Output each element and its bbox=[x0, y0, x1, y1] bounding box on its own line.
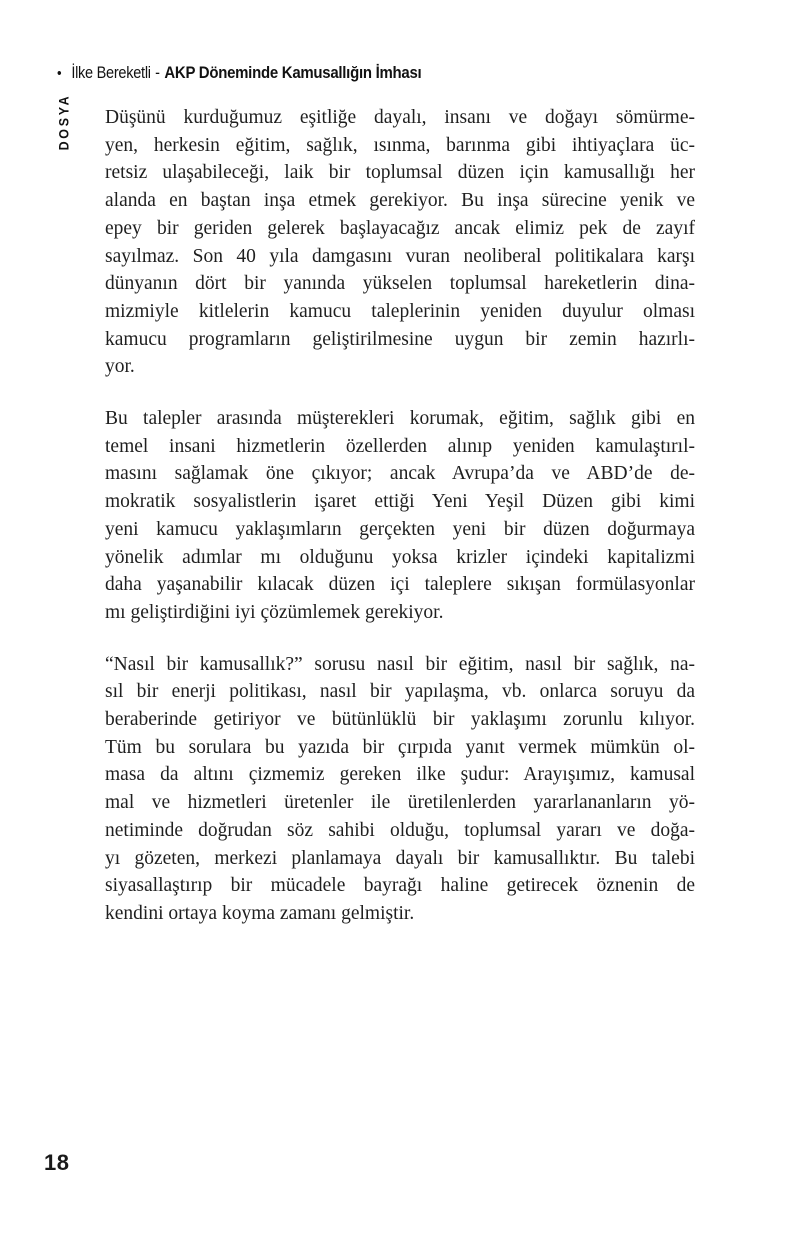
text-line: epey bir geriden gelerek başlayacağız ancak elimiz pek de zayıf bbox=[105, 217, 695, 239]
text-line: kamucu programların geliştirilmesine uygun bir zemin hazırlı- bbox=[105, 328, 695, 350]
text-line: kendini ortaya koyma zamanı gelmiştir. bbox=[105, 902, 415, 924]
paragraph bbox=[105, 651, 695, 928]
text-line: sıl bir enerji politikası, nasıl bir yapılaşma, vb. onlarca soruyu da bbox=[105, 681, 695, 703]
text-line: yönelik adımlar mı olduğunu yoksa krizler içindeki kapitalizmi bbox=[105, 546, 695, 568]
text-line: siyasallaştırıp bir mücadele bayrağı haline getirecek öznenin de bbox=[105, 875, 695, 897]
text-line: retsiz ulaşabileceği, laik bir toplumsal düzen için kamusallığı her bbox=[105, 162, 695, 184]
text-line: temel insani hizmetlerin özellerden alınıp yeniden kamulaştırıl- bbox=[105, 435, 695, 457]
text-line: masını sağlamak öne çıkıyor; ancak Avrupa’da ve ABD’de de- bbox=[105, 463, 695, 485]
paragraph bbox=[105, 405, 695, 627]
text-line: “Nasıl bir kamusallık?” sorusu nasıl bir eğitim, nasıl bir sağlık, na- bbox=[105, 653, 695, 675]
page-number: 18 bbox=[44, 1150, 70, 1175]
text-line: mı geliştirdiğini iyi çözümlemek gerekiyor. bbox=[105, 601, 444, 623]
text-line: yor. bbox=[105, 356, 135, 378]
text-line: yeni kamucu yaklaşımların gerçekten yeni bir düzen doğurmaya bbox=[105, 518, 695, 540]
text-line: yı gözeten, merkezi planlamaya dayalı bir kamusallıktır. Bu talebi bbox=[105, 847, 695, 869]
text-line: mal ve hizmetleri üretenler ile üretilenlerden yararlananların yö- bbox=[105, 792, 695, 814]
running-header bbox=[57, 63, 421, 83]
text-line: yen, herkesin eğitim, sağlık, ısınma, barınma gibi ihtiyaçlara üc- bbox=[105, 134, 695, 156]
text-line: sayılmaz. Son 40 yıla damgasını vuran neoliberal politikalara karşı bbox=[105, 245, 695, 267]
text-line: Bu talepler arasında müşterekleri korumak, eğitim, sağlık gibi en bbox=[105, 408, 695, 430]
paragraph bbox=[105, 104, 695, 381]
text-line: masa da altını çizmemiz gereken ilke şudur: Arayışımız, kamusal bbox=[105, 764, 695, 786]
text-line: daha yaşanabilir kılacak düzen içi taleplere sıkışan formülasyonlar bbox=[105, 574, 695, 596]
text-line: beraberinde getiriyor ve bütünlüklü bir yaklaşımı zorunlu kılıyor. bbox=[105, 709, 695, 731]
header-article-title: AKP Döneminde Kamusallığın İmhası bbox=[164, 63, 422, 82]
header-separator: - bbox=[155, 63, 160, 82]
text-line: netiminde doğrudan söz sahibi olduğu, toplumsal yararı ve doğa- bbox=[105, 819, 695, 841]
bullet-icon: • bbox=[57, 64, 62, 82]
text-line: Tüm bu sorulara bu yazıda bir çırpıda yanıt vermek mümkün ol- bbox=[105, 736, 695, 758]
section-label-dosya: DOSYA bbox=[56, 93, 72, 151]
text-line: Düşünü kurduğumuz eşitliğe dayalı, insanı ve doğayı sömürme- bbox=[105, 107, 695, 128]
header-author: İlke Bereketli bbox=[71, 63, 151, 82]
text-line: alanda en baştan inşa etmek gerekiyor. Bu inşa sürecine yenik ve bbox=[105, 190, 695, 212]
text-line: mokratik sosyalistlerin işaret ettiği Yeni Yeşil Düzen gibi kimi bbox=[105, 491, 695, 513]
text-line: mizmiyle kitlelerin kamucu taleplerinin yeniden duyulur olması bbox=[105, 300, 695, 322]
text-line: dünyanın dört bir yanında yükselen toplumsal hareketlerin dina- bbox=[105, 273, 695, 295]
article-body bbox=[105, 104, 695, 952]
